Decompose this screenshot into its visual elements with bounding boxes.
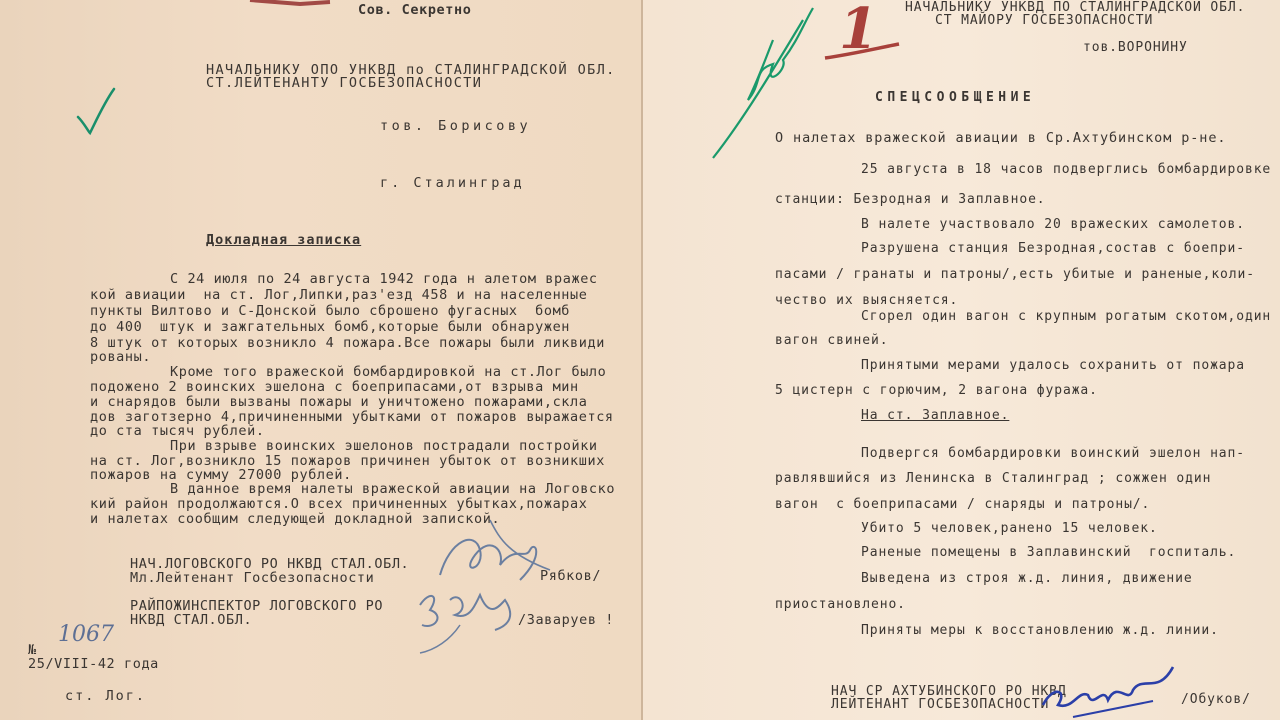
signatory-1-rank: Мл.Лейтенант Госбезопасности bbox=[130, 570, 375, 586]
document-place: ст. Лог. bbox=[65, 688, 147, 704]
body-line: дов заготзерно 4,причиненными убытками от пожаров выражается bbox=[90, 409, 614, 425]
body-line: на ст. Лог,возникло 15 пожаров причинен убыток от возникших bbox=[90, 453, 605, 469]
body-line: Выведена из строя ж.д. линия, движение bbox=[861, 571, 1193, 586]
page-mark: 1 bbox=[839, 0, 878, 62]
body-line: Кроме того вражеской бомбардировкой на ст.Лог было bbox=[170, 364, 607, 380]
body-line: вагон свиней. bbox=[775, 333, 889, 348]
body-line: 5 цистерн с горючим, 2 вагона фуража. bbox=[775, 383, 1098, 398]
body-line: станции: Безродная и Заплавное. bbox=[775, 192, 1046, 207]
body-line: чество их выясняется. bbox=[775, 293, 959, 308]
addressee-name: тов. Борисову bbox=[380, 118, 532, 134]
handwritten-signature bbox=[1033, 655, 1183, 720]
body-line: пожаров на сумму 27000 рублей. bbox=[90, 467, 352, 483]
body-line: С 24 июля по 24 августа 1942 года н алетом вражес bbox=[170, 271, 598, 287]
page-mark-underline bbox=[823, 40, 903, 60]
signatory-title: НАЧ СР АХТУБИНСКОГО РО НКВД bbox=[831, 684, 1067, 699]
body-line: Принятыми мерами удалось сохранить от пожара bbox=[861, 358, 1245, 373]
body-line: равлявшийся из Ленинска в Сталинград ; сожжен один bbox=[775, 471, 1212, 486]
header-addressee: тов.ВОРОНИНУ bbox=[1083, 40, 1188, 55]
signatory-name: /Обуков/ bbox=[1181, 692, 1251, 707]
body-line: рованы. bbox=[90, 349, 152, 365]
signatory-2-title: РАЙПОЖИНСПЕКТОР ЛОГОВСКОГО РО bbox=[130, 598, 384, 614]
body-line: пасами / гранаты и патроны/,есть убитые и раненые,коли- bbox=[775, 267, 1255, 282]
body-line: Приняты меры к восстановлению ж.д. линии. bbox=[861, 623, 1219, 638]
right-document-page bbox=[643, 0, 1280, 720]
header-line-2: СТ МАЙОРУ ГОСБЕЗОПАСНОСТИ bbox=[935, 13, 1154, 28]
signatory-2-org: НКВД СТАЛ.ОБЛ. bbox=[130, 612, 253, 628]
top-ink-mark bbox=[0, 0, 641, 10]
body-line: На ст. Заплавное. bbox=[861, 408, 1010, 423]
body-line: Сгорел один вагон с крупным рогатым скотом,один bbox=[861, 309, 1272, 324]
body-line: вагон с боеприпасами / снаряды и патроны/. bbox=[775, 497, 1151, 512]
body-line: Убито 5 человек,ранено 15 человек. bbox=[861, 521, 1158, 536]
body-line: кий район продолжаются.О всех причиненных убытках,пожарах bbox=[90, 496, 588, 512]
body-line: до 400 штук и зажгательных бомб,которые были обнаружен bbox=[90, 319, 571, 335]
body-line: Разрушена станция Безродная,состав с боепри- bbox=[861, 241, 1245, 256]
handwritten-signature-2 bbox=[400, 575, 540, 655]
document-number: 1067 bbox=[58, 622, 114, 647]
document-subject: О налетах вражеской авиации в Ср.Ахтубинском р-не. bbox=[775, 130, 1227, 146]
addressee-city: г. Сталинград bbox=[380, 175, 525, 191]
body-line: 8 штук от которых возникло 4 пожара.Все пожары были ликвиди bbox=[90, 335, 605, 351]
body-line: до ста тысяч рублей. bbox=[90, 423, 265, 439]
signatory-2-name: /Заваруев ! bbox=[518, 612, 615, 628]
document-date: 25/VIII-42 года bbox=[28, 656, 159, 672]
body-line: 25 августа в 18 часов подверглись бомбардировке bbox=[861, 162, 1272, 177]
signatory-1-title: НАЧ.ЛОГОВСКОГО РО НКВД СТАЛ.ОБЛ. bbox=[130, 556, 410, 572]
addressee-line-1: НАЧАЛЬНИКУ ОПО УНКВД по СТАЛИНГРАДСКОЙ ОБЛ. bbox=[206, 62, 616, 78]
check-mark-icon bbox=[70, 85, 130, 145]
signatory-rank: ЛЕЙТЕНАНТ ГОСБЕЗОПАСНОСТИ bbox=[831, 697, 1050, 712]
body-line: Подвергся бомбардировки воинский эшелон нап- bbox=[861, 446, 1245, 461]
body-line: В данное время налеты вражеской авиации на Логовско bbox=[170, 481, 616, 497]
signatory-1-name: Рябков/ bbox=[540, 568, 602, 584]
header-line-1: НАЧАЛЬНИКУ УНКВД ПО СТАЛИНГРАДСКОЙ ОБЛ. bbox=[905, 0, 1246, 15]
body-line: Раненые помещены в Заплавинский госпиталь. bbox=[861, 545, 1237, 560]
body-line: подожено 2 воинских эшелона с боеприпасами,от взрыва мин bbox=[90, 379, 579, 395]
body-line: кой авиации на ст. Лог,Липки,раз'езд 458 и на населенные bbox=[90, 287, 588, 303]
addressee-line-2: СТ.ЛЕЙТЕНАНТУ ГОСБЕЗОПАСНОСТИ bbox=[206, 75, 483, 91]
body-line: При взрыве воинских эшелонов пострадали постройки bbox=[170, 438, 598, 454]
body-line: приостановлено. bbox=[775, 597, 906, 612]
document-title: Докладная записка bbox=[206, 232, 362, 248]
body-line: пункты Вилтово и С-Донской было сброшено фугасных бомб bbox=[90, 303, 571, 319]
secrecy-stamp: Сов. Секретно bbox=[358, 2, 472, 18]
body-line: и снарядов были вызваны пожары и уничтожено пожарами,скла bbox=[90, 394, 588, 410]
body-line: В налете участвовало 20 вражеских самолетов. bbox=[861, 217, 1245, 232]
document-number-label: № bbox=[28, 642, 37, 658]
body-line: и налетах сообщим следующей докладной запиской. bbox=[90, 511, 501, 527]
document-title: СПЕЦСООБЩЕНИЕ bbox=[875, 90, 1036, 105]
